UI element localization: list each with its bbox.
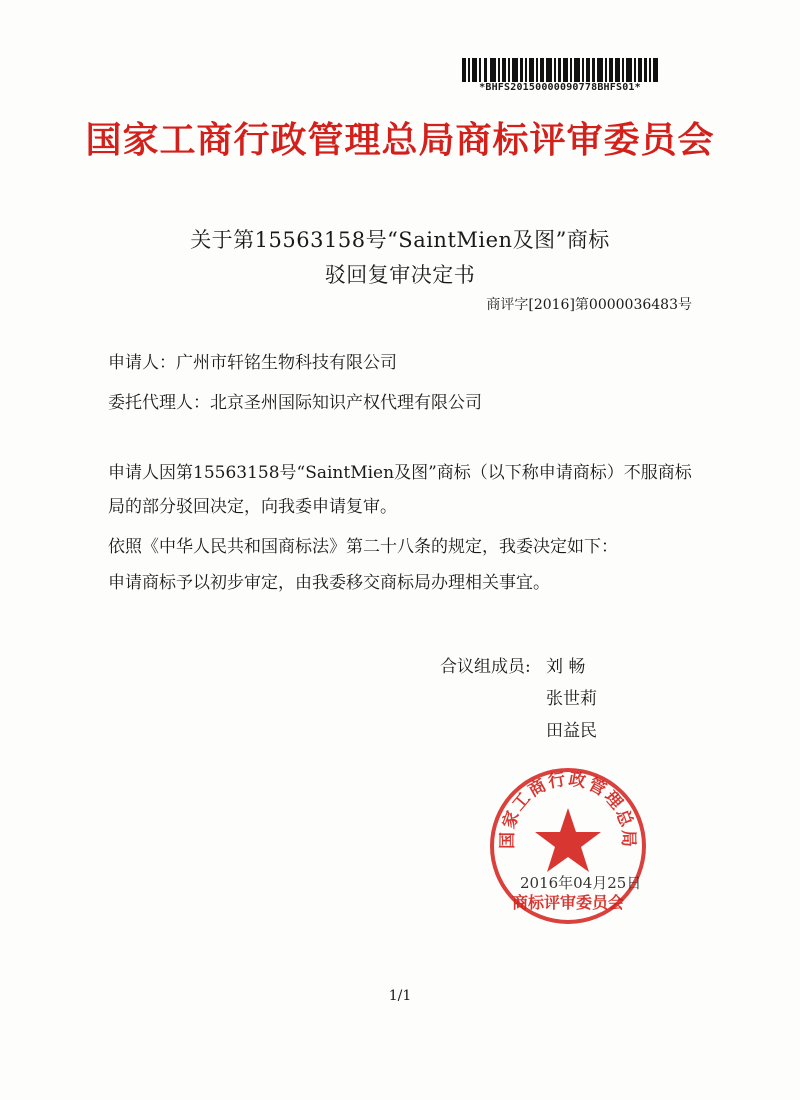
official-seal	[488, 766, 648, 926]
seal-top-text: 国家工商行政管理总局	[497, 769, 639, 850]
seal-bottom-text: 商标评审委员会	[511, 893, 625, 912]
body-paragraph-1-text: 申请人因第15563158号“SaintMien及图”商标（以下称申请商标）不服商标局的部分驳回决定，向我委申请复审。	[108, 463, 692, 517]
barcode-text: *BHFS20150000090778BHFS01*	[479, 82, 641, 93]
body-paragraph-2: 依照《中华人民共和国商标法》第二十八条的规定，我委决定如下：	[108, 537, 618, 557]
barcode-icon	[462, 58, 658, 82]
panel-member-1: 刘 畅	[546, 657, 586, 677]
panel-label: 合议组成员:	[440, 657, 531, 677]
body-paragraph-1	[108, 456, 700, 524]
decision-date: 2016年04月25日	[520, 874, 642, 892]
document-number: 商评字[2016]第0000036483号	[486, 297, 692, 313]
barcode	[440, 56, 680, 96]
panel-member-2: 张世莉	[546, 689, 597, 709]
document-title-line-1: 关于第15563158号“SaintMien及图”商标	[190, 228, 610, 252]
page-number: 1/1	[388, 988, 412, 1004]
organization-header: 国家工商行政管理总局商标评审委员会	[85, 120, 715, 161]
panel-member-3: 田益民	[546, 721, 597, 741]
body-paragraph-3: 申请商标予以初步审定，由我委移交商标局办理相关事宜。	[108, 573, 550, 593]
applicant-line: 申请人：广州市轩铭生物科技有限公司	[108, 353, 397, 373]
seal-star-icon	[535, 808, 601, 872]
agent-line: 委托代理人：北京圣州国际知识产权代理有限公司	[108, 393, 482, 413]
document-title-line-2: 驳回复审决定书	[324, 263, 476, 287]
